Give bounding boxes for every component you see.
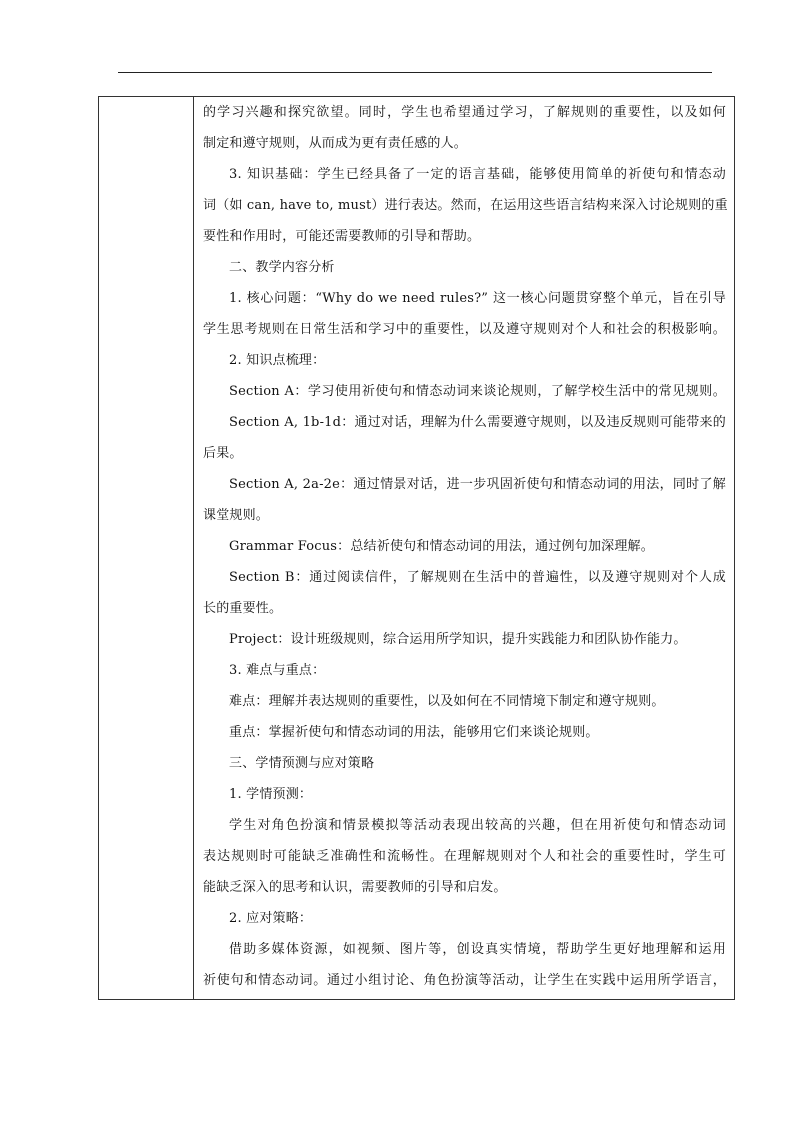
text-line: 学生对角色扮演和情景模拟等活动表现出较高的兴趣，但在用祈使句和情态动词 xyxy=(229,818,726,833)
table-label-column xyxy=(99,97,194,999)
text-line: 二、教学内容分析 xyxy=(229,260,335,275)
text-line: 要性和作用时，可能还需要教师的引导和帮助。 xyxy=(203,229,481,244)
text-line: 制定和遵守规则，从而成为更有责任感的人。 xyxy=(203,136,468,151)
text-line: 难点：理解并表达规则的重要性，以及如何在不同情境下制定和遵守规则。 xyxy=(229,694,665,709)
text-line: Section A：学习使用祈使句和情态动词来谈论规则，了解学校生活中的常见规则。 xyxy=(229,384,726,399)
text-line: 1. 学情预测： xyxy=(229,787,313,802)
text-line: 重点：掌握祈使句和情态动词的用法，能够用它们来谈论规则。 xyxy=(229,725,599,740)
header-rule xyxy=(118,72,712,73)
text-line: 能缺乏深入的思考和认识，需要教师的引导和启发。 xyxy=(203,880,507,895)
text-line: Project：设计班级规则，综合运用所学知识，提升实践能力和团队协作能力。 xyxy=(229,632,687,647)
table-content-cell xyxy=(195,97,734,999)
text-line: 借助多媒体资源，如视频、图片等，创设真实情境，帮助学生更好地理解和运用 xyxy=(229,942,726,957)
text-line: 长的重要性。 xyxy=(203,601,283,616)
text-line: Section B：通过阅读信件，了解规则在生活中的普遍性，以及遵守规则对个人成 xyxy=(229,570,726,585)
text-line: 学生思考规则在日常生活和学习中的重要性，以及遵守规则对个人和社会的积极影响。 xyxy=(203,322,726,337)
text-line: 1. 核心问题：“Why do we need rules?” 这一核心问题贯穿整个单元，旨在引导 xyxy=(229,291,726,306)
text-line: 3. 知识基础：学生已经具备了一定的语言基础，能够使用简单的祈使句和情态动 xyxy=(229,167,726,182)
text-line: Section A, 1b-1d：通过对话，理解为什么需要遵守规则，以及违反规则可能带来的 xyxy=(229,415,726,430)
text-line: 3. 难点与重点： xyxy=(229,663,326,678)
text-line: 2. 应对策略： xyxy=(229,911,313,926)
text-line: 课堂规则。 xyxy=(203,508,270,523)
text-line: 的学习兴趣和探究欲望。同时，学生也希望通过学习，了解规则的重要性，以及如何 xyxy=(203,105,726,120)
text-line: 三、学情预测与应对策略 xyxy=(229,756,375,771)
text-line: 祈使句和情态动词。通过小组讨论、角色扮演等活动，让学生在实践中运用所学语言， xyxy=(203,973,726,988)
text-line: 词（如 can, have to, must）进行表达。然而，在运用这些语言结构来深入讨论规则的重 xyxy=(203,198,728,213)
text-line: Grammar Focus：总结祈使句和情态动词的用法，通过例句加深理解。 xyxy=(229,539,654,554)
text-line: 后果。 xyxy=(203,446,243,461)
lesson-plan-table xyxy=(98,96,735,1000)
text-line: 表达规则时可能缺乏准确性和流畅性。在理解规则对个人和社会的重要性时，学生可 xyxy=(203,849,726,864)
text-line: Section A, 2a-2e：通过情景对话，进一步巩固祈使句和情态动词的用法，同时了解 xyxy=(229,477,726,492)
text-line: 2. 知识点梳理： xyxy=(229,353,326,368)
